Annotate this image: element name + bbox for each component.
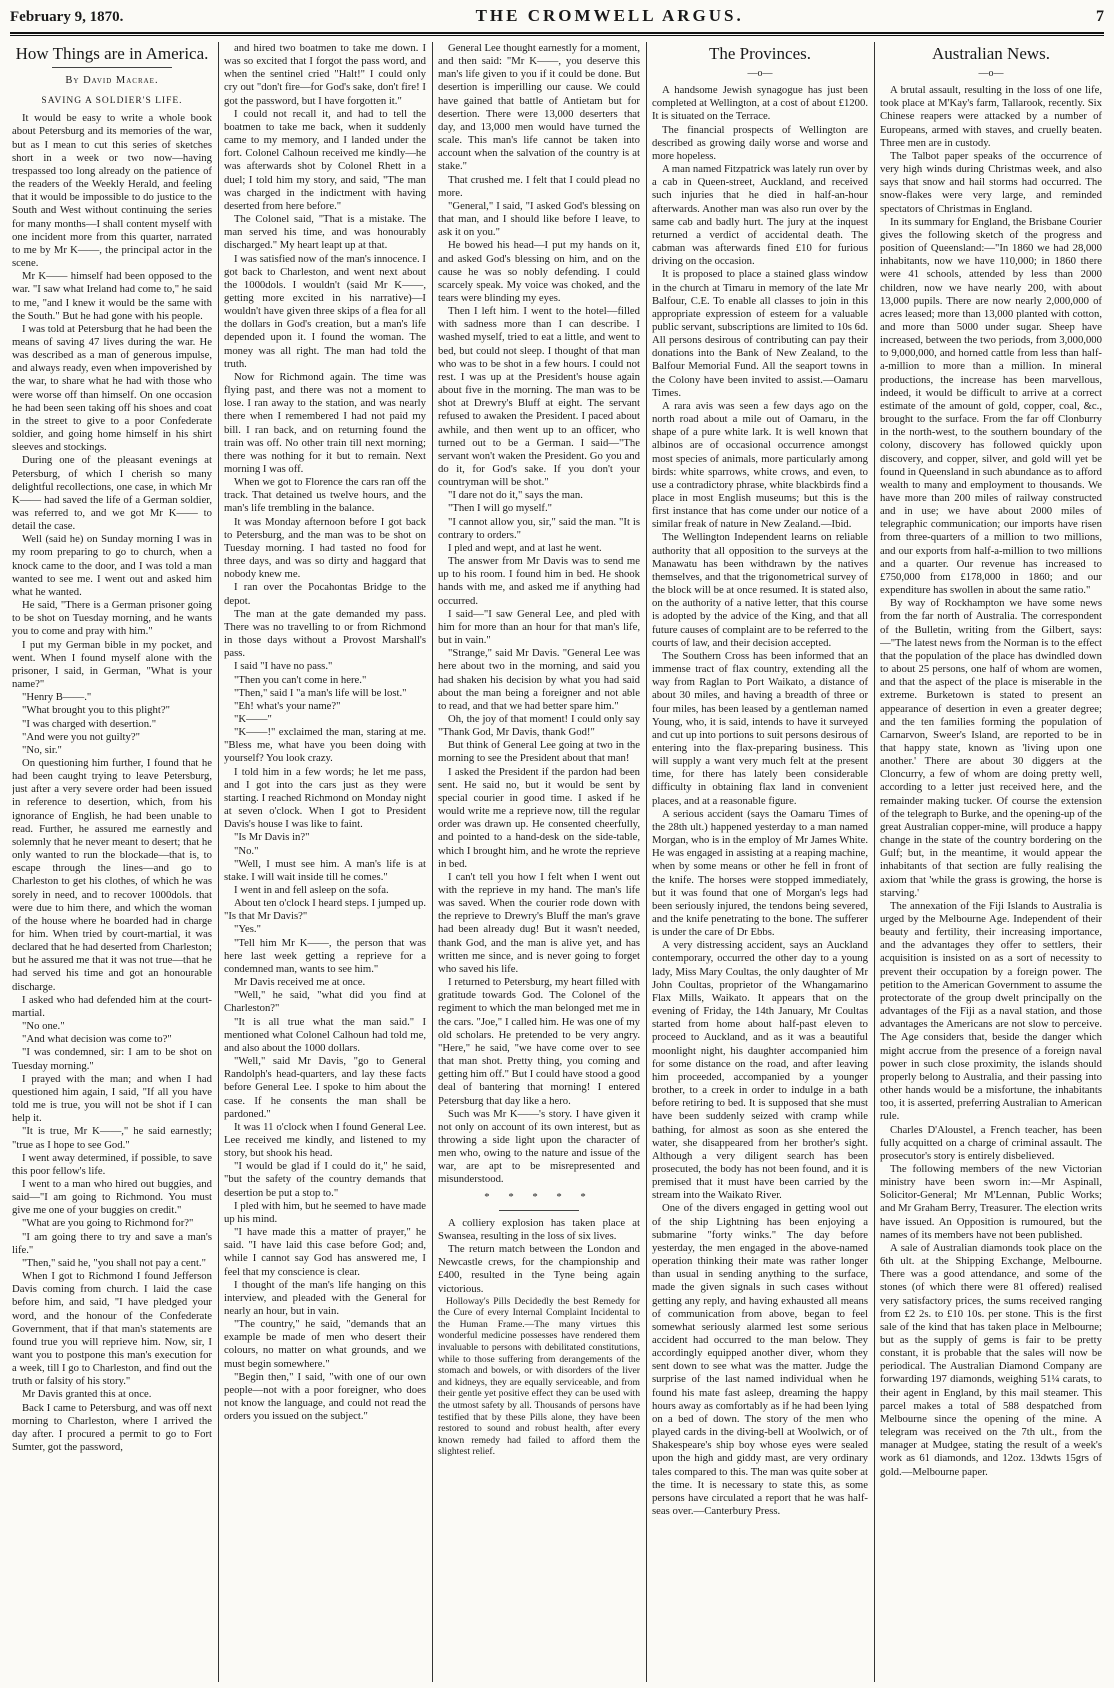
column-rule bbox=[646, 42, 647, 1682]
paragraph: The financial prospects of Wellington are described as growing daily worse and worse and more hopeless. bbox=[652, 123, 868, 162]
ornament: —o— bbox=[978, 68, 1004, 79]
paragraph: "Is Mr Davis in?" bbox=[234, 831, 310, 844]
paragraph: "Then you can't come in here." bbox=[234, 673, 367, 686]
paragraph: "K——!" exclaimed the man, staring at me. "Bless me, what have you been doing with yourself? You look crazy. bbox=[224, 726, 426, 765]
paragraph: "The country," he said, "demands that an example be made of men who desert their colours, no matter on what grounds, and we must begin somewhere." bbox=[224, 1318, 426, 1370]
paragraph: It was 11 o'clock when I found General Lee. Lee received me kindly, and listened to my story, but shook his head. bbox=[224, 1120, 426, 1160]
paragraph: By way of Rockhampton we have some news from the far north of Australia. The correspondent of the Bulletin, writing from the Gilbert, says:—"The latest news from the Norman is to the effect that the population of the place has dwindled down to about 25 persons, one half of whom are women, and that the aspect of the place is miserable in the extreme. Burketown is stated to present an appearance of desertion in even a greater degree; and the ten families forming the population of Carnarvon, Sweer's Island, are reported to be in that happy state, known as 'living upon one another.' There are about 30 diggers at the Cloncurry, a few of whom are doing pretty well, according to a letter just received here, and the remainder making tucker. Of course the extension of the telegraph to Burke, and the opening-up of the great Australian copper-mine, will produce a happy change in the state of the country bordering on the Gulf; but, in the meantime, it would appear the inhabitants of that section are fully realising the axiom that 'while the grass is growing, the horse is starving.' bbox=[880, 597, 1102, 899]
paragraph: I was satisfied now of the man's innocence. I got back to Charleston, and went next about the 1000dols. I wouldn't (said Mr K——, getting more excited in his narrative)—I wouldn't have given three skips of a flea for all the dollars in God's creation, but a man's life depended upon it. I found the woman. The money was all right. The man had told the truth. bbox=[224, 252, 426, 370]
paragraph: "Strange," said Mr Davis. "General Lee was here about two in the morning, and said you had shaken his decision by what you had said about the man being a foreigner and not able to read, and that we had better spare him." bbox=[438, 647, 640, 712]
paragraph: I could not recall it, and had to tell the boatmen to take me back, when it suddenly came to my memory, and I landed under the fort. Colonel Calhoun received me kindly—he was afterwards shot by Colonel Rhett in a duel; I told him my story, and said, "The man was charged in the indictment with having deserted from here before." bbox=[224, 107, 426, 212]
page-number: 7 bbox=[1095, 8, 1104, 25]
paragraph: "I cannot allow you, sir," said the man. "It is contrary to orders." bbox=[438, 515, 640, 541]
paragraph: It was Monday afternoon before I got back to Petersburg, and the man was to be shot on Tuesday morning. I had tasted no food for three days, and was so dirty and haggard that nobody knew me. bbox=[224, 515, 426, 581]
paragraph: "Tell him Mr K——, the person that was here last week getting a reprieve for a condemned man, wants to see him." bbox=[224, 936, 426, 975]
paragraph: "General," I said, "I asked God's blessing on that man, and I should like before I leave, to ask it on you." bbox=[438, 199, 640, 239]
paragraph: During one of the pleasant evenings at Petersburg, of which I cherish so many delightful recollections, one case, in which Mr K—— had saved the life of a German soldier, was referred to, and we got Mr K—— to detail the case. bbox=[12, 454, 212, 533]
ornament: —o— bbox=[747, 68, 773, 79]
paragraph: "No, sir." bbox=[22, 743, 62, 756]
paragraph: That crushed me. I felt that I could plead no more. bbox=[438, 173, 640, 199]
paragraph: I went to a man who hired out buggies, and said—"I am going to Richmond. You must give me one of your buggies on credit." bbox=[12, 1177, 212, 1217]
news-brief: A colliery explosion has taken place at Swansea, resulting in the loss of six lives. bbox=[438, 1216, 640, 1242]
paragraph: "It is true, Mr K——," he said earnestly; "true as I hope to see God." bbox=[12, 1125, 212, 1151]
article-body bbox=[12, 112, 212, 1454]
paragraph: "I was condemned, sir: I am to be shot on Tuesday morning." bbox=[12, 1046, 212, 1072]
paragraph: Such was Mr K——'s story. I have given it not only on account of its own interest, but as throwing a side light upon the character of men who, owing to the nature and issue of the war, are apt to be misrepresented and misunderstood. bbox=[438, 1107, 640, 1186]
paragraph: When I got to Richmond I found Jefferson Davis coming from church. I laid the case before him, and said, "I have pledged your word, and the honour of the Confederate Government, that if that man's statements are found true you will reprieve him. Now, sir, I want you to postpone this man's execution for a week, till I go to Charleston, and find out the truth or falsity of his story." bbox=[12, 1270, 212, 1388]
paragraph: I said—"I saw General Lee, and pled with him for more than an hour for that man's life, but in vain." bbox=[438, 607, 640, 647]
paragraph: "Eh! what's your name?" bbox=[234, 699, 341, 712]
paragraph: I put my German bible in my pocket, and went. When I found myself alone with the prisoner, I said, in German, "What is your name?" bbox=[12, 638, 212, 691]
paragraph: The Wellington Independent learns on reliable authority that all opposition to the surveys at the Manawatu has been withdrawn by the natives themselves, and that the trigonometrical survey of the block will be at once resumed. It is stated also, on the authority of a native letter, that this course is adopted by the advice of the King, and that all future causes of complaint are to be referred to the courts of law, and their decision accepted. bbox=[652, 531, 868, 649]
paragraph: It would be easy to write a whole book about Petersburg and its memories of the war, but as I mean to cut this series of sketches short in a week or two now—having trespassed too long already on the patience of the readers of the Weekly Herald, and feeling that it would be impossible to do justice to the South and West without continuing the series for many months—I shall content myself with one incident more from this quarter, narrated to me by Mr K——, the principal actor in the scene. bbox=[12, 112, 212, 270]
paragraph: I returned to Petersburg, my heart filled with gratitude towards God. The Colonel of the regiment to which the man belonged met me in the cars. "Joe," I called him. He was one of my old scholars. He pretended to be very angry. "Here," he said, "we have come over to see that man shot. Pretty thing, you coming and getting him off." But I could have stood a good deal of bantering that morning! I entered Petersburg that day like a hero. bbox=[438, 976, 640, 1107]
paragraph: I asked who had defended him at the court-martial. bbox=[12, 993, 212, 1019]
paragraph: "I was charged with desertion." bbox=[22, 717, 157, 730]
paragraph: "Well," he said, "what did you find at Charleston?" bbox=[224, 989, 426, 1015]
paragraph: "Well, I must see him. A man's life is at stake. I will wait inside till he comes." bbox=[224, 857, 426, 883]
paragraph: "I am going there to try and save a man's life." bbox=[12, 1230, 212, 1256]
paragraph: "What brought you to this plight?" bbox=[22, 704, 170, 717]
paragraph: The Southern Cross has been informed that an immense tract of flax country, extending all the way from Raglan to Port Waikato, a distance of about 30 miles, and having a breadth of three or four miles, has been leased by a gentleman named Young, who, it is said, intends to have it surveyed and cut up into portions to suit persons desirous of entering into the flax-preparing business. This will supply a want very much felt at the present time, for there has lately been considerable difficulty in obtaining flax land in convenient places, and at a reasonable figure. bbox=[652, 649, 868, 807]
paragraph: He bowed his head—I put my hands on it, and asked God's blessing on him, and on the cause he was so nobly defending. I could scarcely speak. My voice was choked, and the tears were blinding my eyes. bbox=[438, 239, 640, 304]
column-4 bbox=[652, 42, 868, 1682]
paragraph: The man at the gate demanded my pass. There was no travelling to or from Richmond in those days without a Provost Marshall's pass. bbox=[224, 607, 426, 660]
paragraph: "No." bbox=[234, 844, 259, 857]
column-rule bbox=[218, 42, 219, 1682]
paragraph: The following members of the new Victorian ministry have been sworn in:—Mr Aspinall, Solicitor-General; Mr M'Lennan, Public Works; and Mr Graham Berry, Treasurer. The election writs have issued. An Opposition is rumoured, but the names of its members have not been published. bbox=[880, 1162, 1102, 1241]
article-byline: By David Macrae. bbox=[65, 75, 159, 86]
paragraph: It is proposed to place a stained glass window in the church at Timaru in memory of the late Mr Balfour, C.E. To enable all classes to join in this appropriate expression of esteem for a valuable public servant, subscriptions are limited to 10s 6d. All persons desirous of contributing can pay their donations into the Bank of New Zealand, to the Balfour Memorial Fund. All the seaport towns in the Colony have been invited to assist.—Oamaru Times. bbox=[652, 268, 868, 399]
paragraph: "And what decision was come to?" bbox=[22, 1033, 172, 1046]
paragraph: "Begin then," I said, "with one of our own people—not with a poor foreigner, who does not know the language, and could not read the orders you issued on the subject." bbox=[224, 1370, 426, 1423]
article-continuation bbox=[438, 42, 640, 1187]
paragraph: I told him in a few words; he let me pass, and I got into the cars just as they were starting. I reached Richmond on Monday night at seven o'clock. When I got to President Davis's house I was like to faint. bbox=[224, 765, 426, 831]
article-subhead: SAVING A SOLDIER'S LIFE. bbox=[41, 96, 183, 107]
column-5 bbox=[880, 42, 1102, 1682]
paragraph: Mr Davis received me at once. bbox=[234, 976, 366, 989]
column-rule bbox=[432, 42, 433, 1682]
paragraph: The Talbot paper speaks of the occurrence of very high winds during Christmas week, and also says that snow and hail storms had occurred. The snow-flakes were very large, and reminded spectators of Christmas in England. bbox=[880, 149, 1102, 215]
paragraph: But think of General Lee going at two in the morning to see the President about that man! bbox=[438, 739, 640, 765]
paragraph: "Henry B——." bbox=[22, 691, 92, 704]
newspaper-title: THE CROMWELL ARGUS. bbox=[475, 6, 744, 25]
paragraph: I pled with him, but he seemed to have made up his mind. bbox=[224, 1199, 426, 1225]
paragraph: I was told at Petersburg that he had been the means of saving 47 lives during the war. He was described as a man of generous impulse, and always ready, even when impoverished by the war, to share what he had with those who were worse off than himself. On one occasion he had been seen taking off his shoes and coat in the street to give to a poor Confederate soldier, and going home himself in his shirt sleeves and stockings. bbox=[12, 322, 212, 454]
paragraph: I said "I have no pass." bbox=[234, 660, 333, 673]
paragraph: I asked the President if the pardon had been sent. He said no, but it would be sent by special courier in good time. I asked if he would write me a reprieve now, till the regular order was drawn up. He consented cheerfully, and pointed to a hand-desk on the side-table, which I brought him, and he wrote the reprieve in bed. bbox=[438, 765, 640, 870]
section-heading-australian: Australian News. bbox=[931, 44, 1051, 63]
paragraph: Now for Richmond again. The time was flying past, and there was not a moment to lose. I ran away to the station, and was nearly there when I remembered I had not paid my bill. I ran back, and on returning found the train was off. No other train till next morning; there was nothing for it but to remain. Next morning I was off. bbox=[224, 370, 426, 475]
paragraph: When we got to Florence the cars ran off the track. That detained us twelve hours, and the man's life trembling in the balance. bbox=[224, 476, 426, 515]
paragraph: Mr K—— himself had been opposed to the war. "I saw what Ireland had come to," he said to me, "and I knew it would be the same with the South." But he had gone with his people. bbox=[12, 270, 212, 322]
paragraph: A very distressing accident, says an Auckland contemporary, occurred the other day to a young lady, Miss Mary Coultas, the only daughter of Mr John Coultas, proprietor of the Whangamarino Flax Mills, Waikato. It appears that on the evening of Friday, the 14th January, Mr Coultas started from home about half-past eleven to proceed to Auckland, and as it was a beautiful moonlight night, his daughter accompanied him for some distance on the road, and after leaving him proceeded, accompanied by a younger brother, to a creek in order to indulge in a bath before retiring to bed. It is supposed that she must have been suddenly seized with cramp while bathing, for almost as soon as she entered the water, she disappeared from her brother's sight. Although a very diligent search has been prosecuted, the body has not been found, and it is premised that it must have been carried by the stream into the Waikato River. bbox=[652, 939, 868, 1202]
paragraph: General Lee thought earnestly for a moment, and then said: "Mr K——, you deserve this man's life given to you if it could be done. But desertion is imperilling our cause. We could have gained that battle of Antietam but for desertion. There were 13,000 deserters that day, and 13,000 men would have turned the scale. This man's life cannot be taken into account when the salvation of the country is at stake." bbox=[438, 42, 640, 173]
paragraph: Oh, the joy of that moment! I could only say "Thank God, Mr Davis, thank God!" bbox=[438, 712, 640, 739]
paragraph: I thought of the man's life hanging on this interview, and pleaded with the General for nearly an hour, but in vain. bbox=[224, 1278, 426, 1317]
article-heading-america: How Things are in America. bbox=[15, 44, 209, 63]
paragraph: In its summary for England, the Brisbane Courier gives the following sketch of the progress and position of Queensland:—"In 1860 we had 28,000 inhabitants, now we have 110,000; in 1860 there were 41 schools, attended by less than 2000 children, now we have nearly 200, with about 13,000 pupils. There are now nearly 2,000,000 of acres leased; more than 13,000 planted with cotton, and more than 5000 under sugar. Sheep have increased, between the two periods, from 3,000,000 to 9,000,000, and horned cattle from less than half-a-million to more than a million. In mineral productions, the increase has been marvellous, indeed, it would be difficult to arrive at a correct estimate of the amount of gold, copper, coal, &c., brought to the surface. From the far off Clonburry in the north-west, to the southern boundary of the colony, discovery has followed quickly upon discovery, and copper, silver, and gold will yet be found in Queensland in such abundance as to afford wealth to many and employment to thousands. We have more than 200 miles of railway constructed and in use; we have about 2000 miles of telegraphic communication; our imports have risen from three-quarters of a million to two millions, and our exports from half-a-million to two millions and a quarter. Our revenue has increased to £750,000 from £178,000 in 1860; and our expenditure has swollen in about the same ratio." bbox=[880, 215, 1102, 597]
column-rule bbox=[874, 42, 875, 1682]
paragraph: A handsome Jewish synagogue has just been completed at Wellington, at a cost of about £1200. It is situated on the Terrace. bbox=[652, 84, 868, 123]
paragraph: He said, "There is a German prisoner going to be shot on Tuesday morning, and he wants you to come and pray with him." bbox=[12, 599, 212, 638]
paragraph: A man named Fitzpatrick was lately run over by a cab in Queen-street, Auckland, and received such injuries that he died in half-an-hour afterwards. Another man was also run over by the same cab and badly hurt. The jury at the inquest returned a verdict of accidental death. The cabman was afterwards fined £10 for furious driving on the occasion. bbox=[652, 163, 868, 268]
paragraph: I can't tell you how I felt when I went out with the reprieve in my hand. The man's life was saved. When the courier rode down with the reprieve to Drewry's Bluff the man's grave had been already dug! But it wasn't needed, thank God, and the man is alive yet, and has written me since, and is never going to forget who saved his life. bbox=[438, 870, 640, 975]
paragraph: "I would be glad if I could do it," he said, "but the safety of the country demands that desertion be put a stop to." bbox=[224, 1160, 426, 1199]
paragraph: The Colonel said, "That is a mistake. The man served his time, and was honourably discharged." My heart leapt up at that. bbox=[224, 213, 426, 252]
paragraph: "No one." bbox=[22, 1020, 65, 1033]
paragraph: "And were you not guilty?" bbox=[22, 730, 140, 743]
column-3 bbox=[438, 42, 640, 1682]
paragraph: Back I came to Petersburg, and was off next morning to Charleston, where I arrived the day after. I procured a permit to go to Fort Sumter, got the password, bbox=[12, 1401, 212, 1454]
provinces-body bbox=[652, 84, 868, 1518]
paragraph: Mr Davis granted this at once. bbox=[22, 1388, 152, 1401]
paragraph: I went in and fell asleep on the sofa. bbox=[234, 884, 389, 896]
paragraph: A brutal assault, resulting in the loss of one life, took place at M'Kay's farm, Tallarook, recently. Six Chinese reapers were attacked by a number of Europeans, armed with staves, and cruelly beaten. Three men are in custody. bbox=[880, 84, 1102, 149]
paragraph: A sale of Australian diamonds took place on the 6th ult. at the Shipping Exchange, Melbourne. There was a good attendance, and some of the stones (of which there were 81 offered) realised very satisfactory prices, the sums received ranging from £2 2s. to £10 10s. per stone. This is the first sale of the kind that has taken place in Melbourne; but as the supply of gems is fair to be pretty constant, it is probable that the sales will now be periodical. The Australian Diamond Company are forwarding 197 diamonds, weighing 51¼ carats, to their agent in England, by this mail steamer. This parcel makes a total of 588 despatched from Melbourne since the opening of the mine. A telegram was received on the 7th ult., from the manager at Mudgee, stating the result of a week's work as 61 diamonds, and 12oz. 13dwts 15grs of gold.—Melbourne paper. bbox=[880, 1241, 1102, 1478]
column-2 bbox=[224, 42, 426, 1682]
paragraph: "Then," said I "a man's life will be lost." bbox=[234, 686, 407, 699]
paragraph: I ran over the Pocahontas Bridge to the depot. bbox=[224, 581, 426, 607]
section-heading-provinces: The Provinces. bbox=[709, 44, 811, 63]
paragraph: About ten o'clock I heard steps. I jumped up. "Is that Mr Davis?" bbox=[224, 897, 426, 923]
paragraph: One of the divers engaged in getting wool out of the ship Lightning has been enjoying a submarine "forty winks." The day before yesterday, the men engaged in the above-named operation thinking their mate was rather longer than usual in sending anything to the surface, made the given signals in such cases without getting any reply, and having exhausted all means of communication from above, began to feel somewhat seriously alarmed lest some serious accident had occurred to the man below. They accordingly equipped another diver, whom they sent down to see what was the matter. Judge the surprise of the last named individual when he found his mate fast asleep, dreaming the happy hours away as comfortably as if he had been lying on a bed of down. The story of the men who played cards in the diving-bell at Woolwich, or of Shakespeare's ship boy whose eyes were sealed upon the high and giddy mast, are very ordinary tales compared to this. The man was quite sober at the time. It is necessary to state this, as some persons have circulated a report that he was half-seas over.—Canterbury Press. bbox=[652, 1202, 868, 1518]
paragraph: and hired two boatmen to take me down. I was so excited that I forgot the pass word, and when the sentinel cried "Halt!" I could only cry out "don't fire—for God's sake, don't fire! I got the password, but I have forgotten it." bbox=[224, 42, 426, 107]
paragraph: Then I left him. I went to the hotel—filled with sadness more than I can describe. I washed myself, tried to eat a little, and went to bed, but could not sleep. I thought of that man who was to be shot in a few hours. I could not rest. I was up at the President's house again about five in the morning. The man was to be shot at Drewry's Bluff at eight. The servant refused to awaken the President. I paced about awhile, and then went up to an officer, who turned out to be a German. I said—"The servant won't waken the President. Go you and do it, for God's sake. If you don't your countryman will be shot." bbox=[438, 305, 640, 489]
paragraph: "I dare not do it," says the man. bbox=[448, 489, 583, 502]
masthead-rule bbox=[10, 35, 1104, 36]
paragraph: The annexation of the Fiji Islands to Australia is urged by the Melbourne Age. Independent of their beauty and fertility, their increasing importance, and the advantages they offer to settlers, their acquisition is insisted on as a sort of necessity to prevent their occupation by a foreign power. The petition to the American Government to assume the protectorate of the group dwelt principally on the advantages of the Fiji as a naval station, and those advantages the Americans are not slow to perceive. The Age considers that, beside the danger which might accrue from the presence of a foreign naval power in such close proximity, the islands should properly belong to Australia, and their passing into other hands would be a misfortune, the inhabitants too, it is asserted, preferring Australian to American rule. bbox=[880, 899, 1102, 1123]
australian-body bbox=[880, 84, 1102, 1479]
paragraph: The answer from Mr Davis was to send me up to his room. I found him in bed. He shook hands with me, and asked me if anything had occurred. bbox=[438, 555, 640, 607]
separator-rule bbox=[499, 1210, 580, 1211]
paragraph: "Yes." bbox=[234, 923, 261, 936]
issue-date: February 9, 1870. bbox=[10, 9, 124, 25]
paragraph: "Then," said he, "you shall not pay a cent." bbox=[22, 1256, 206, 1269]
column-1 bbox=[12, 42, 212, 1682]
paragraph: "Well," said Mr Davis, "go to General Randolph's head-quarters, and lay these facts before General Lee. I spoke to him about the case. If he consents the man shall be pardoned." bbox=[224, 1055, 426, 1120]
masthead bbox=[10, 6, 1104, 34]
article-continuation bbox=[224, 42, 426, 1423]
paragraph: "Then I will go myself." bbox=[448, 502, 553, 515]
paragraph: Charles D'Aloustel, a French teacher, has been fully acquitted on a charge of criminal assault. The prosecutor's story is entirely disbelieved. bbox=[880, 1123, 1102, 1162]
paragraph: On questioning him further, I found that he had been caught trying to leave Petersburg, just after a very severe order had been issued in reference to desertion, which, from his ignorance of English, he had been unable to read. Further, he assured me earnestly and solemnly that he never meant to desert; that he only wanted to run the blockade—that is, to escape through the lines—and go to Charleston to get his clothes, of which he was sorely in need, and to recover 1000dols. that were due to him there, and which the woman of the house where he boarded had in charge for him. When tried by court-martial, it was declared that he had deserted from Charleston; but he assured me that it was not true—that he had served his time and got an honourable discharge. bbox=[12, 756, 212, 993]
paragraph: "I have made this a matter of prayer," he said. "I have laid this case before God; and, while I cannot say God has answered me, I feel that my conscience is clear. bbox=[224, 1226, 426, 1278]
paragraph: I prayed with the man; and when I had questioned him again, I said, "If all you have told me is true, you will not be shot if I can help it. bbox=[12, 1072, 212, 1125]
paragraph: A rara avis was seen a few days ago on the north road about a mile out of Oamaru, in the shape of a pure white lark. It is well known that albinos are of occasional occurrence amongst most species of animals, more particularly among birds: white sparrows, white crows, and even, to use a contradictory phrase, white blackbirds find a place in most English museums; but this is the first instance that has come under our notice of a similar freak of nature in New Zealand.—Ibid. bbox=[652, 399, 868, 531]
paragraph: "What are you going to Richmond for?" bbox=[22, 1217, 194, 1230]
paragraph: I went away determined, if possible, to save this poor fellow's life. bbox=[12, 1151, 212, 1177]
paragraph: "K——" bbox=[234, 712, 272, 725]
advertisement-holloways-pills: Holloway's Pills Decidedly the best Remedy for the Cure of every Internal Complaint Incidental to the Human Frame.—The many virtues this wonderful medicine possesses have rendered them invaluable to persons with debilitated constitutions, while to those suffering from derangements of the stomach and bowels, or with disorders of the liver and kidneys, they are equally serviceable, and from their gentle yet positive effect they can be used with the utmost safety by all. Thousands of persons have testified that by these Pills alone, they have been restored to sound and robust health, after every known remedy had failed to afford them the slightest relief. bbox=[438, 1295, 640, 1458]
paragraph: Well (said he) on Sunday morning I was in my room preparing to go to church, when a knock came to the door, and I was told a man wanted to see me. I went out and asked him what he wanted. bbox=[12, 533, 212, 598]
section-stars: * * * * * bbox=[484, 1190, 594, 1203]
news-brief: The return match between the London and Newcastle crews, for the championship and £400, resulted in the Tyne being again victorious. bbox=[438, 1243, 640, 1295]
paragraph: A serious accident (says the Oamaru Times of the 28th ult.) happened yesterday to a man named Morgan, who is in the employ of Mr James White. He was engaged in assisting at a reaping machine, when by some means or other he fell in front of the knife. The horses were stopped immediately, but it was found that one of Morgan's legs had been seriously injured, the tendons being severed, and the knife penetrating to the bone. The sufferer is under the care of Dr Ebbs. bbox=[652, 807, 868, 939]
heading-rule bbox=[52, 67, 172, 68]
paragraph: I pled and wept, and at last he went. bbox=[448, 541, 602, 554]
paragraph: "It is all true what the man said." I mentioned what Colonel Calhoun had told me, and also about the 1000 dollars. bbox=[224, 1015, 426, 1054]
